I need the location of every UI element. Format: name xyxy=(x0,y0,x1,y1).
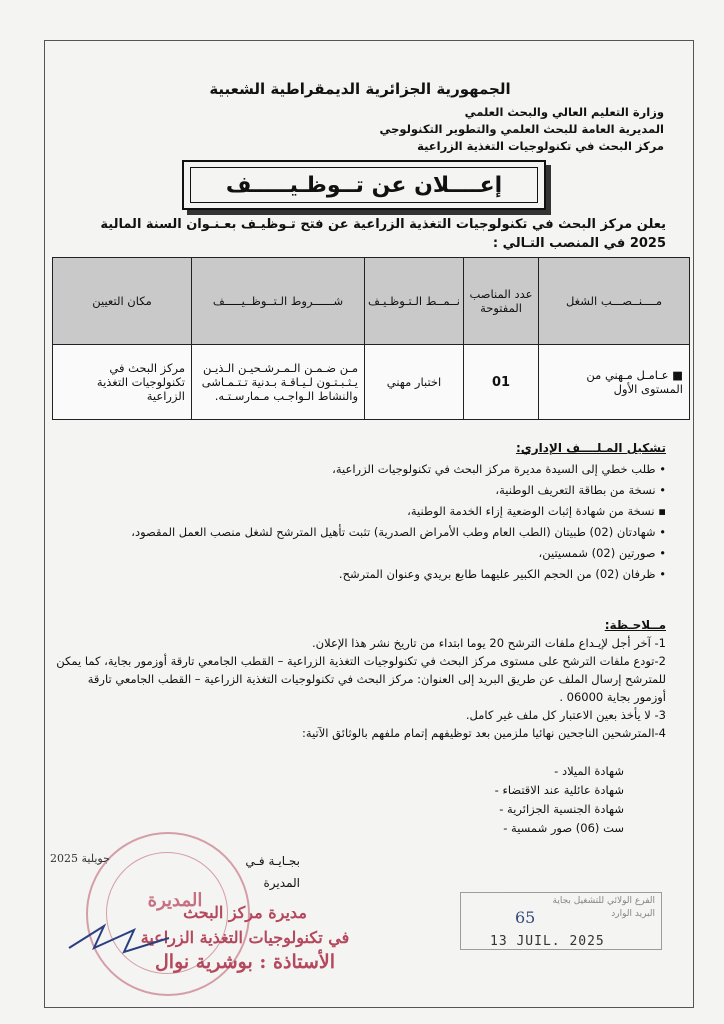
signature-scribble-icon xyxy=(64,918,174,958)
cell-location: مركز البحث في تكنولوجيات التغذية الزراعية xyxy=(53,345,192,420)
seal-text: المديرة xyxy=(147,890,203,911)
handwritten-date: 2025 جويلية xyxy=(50,852,110,865)
ministry-line: وزارة التعليم العالي والبحث العلمي xyxy=(464,105,664,119)
list-item: • ظرفان (02) من الحجم الكبير عليهما طابع بريدي وعنوان المترشح. xyxy=(338,567,666,581)
intro-paragraph: يعلن مركز البحث في تكنولوجيات التغذية الزراعية عن فتح تـوظيـف بعـنـوان السنة المالية 2025 في المنصب التـالي : xyxy=(100,217,666,251)
issuer-block xyxy=(264,104,664,155)
stamp-date: 13 JUIL. 2025 xyxy=(490,934,605,949)
cell-count: 01 xyxy=(464,345,539,420)
place-date-label: بجـايـة فـي xyxy=(245,854,300,868)
list-item: ▪ نسخة من شهادة إثبات الوضعية إزاء الخدمة الوطنية، xyxy=(407,504,666,518)
job-table xyxy=(52,257,690,420)
director-line-2: في تكنولوجيات التغذية الزراعية xyxy=(140,928,350,947)
cell-conditions: مـن ضـمـن الـمـرشـحيـن الـذيـن يـثـبـتـون لـيـاقـة بـدنية تـتـمـاشى والنشاط الـواجـب مـمارسـتـه. xyxy=(192,345,365,420)
title-box xyxy=(182,160,546,210)
cell-position: ■ عـامـل مـهني من المستوى الأول xyxy=(539,345,690,420)
cell-mode: اختبار مهني xyxy=(365,345,464,420)
center-line: مركز البحث في تكنولوجيات التغذية الزراعية xyxy=(417,139,664,153)
table-header-row xyxy=(53,258,690,345)
required-documents xyxy=(364,762,624,838)
list-item: • طلب خطي إلى السيدة مديرة مركز البحث في تكنولوجيات الزراعية، xyxy=(332,462,666,476)
header-mode: نــمــط الـتـوظـيـف xyxy=(365,258,464,345)
stamp-line-2: البريد الوارد xyxy=(611,909,655,919)
header-location: مكان التعيين xyxy=(53,258,192,345)
document-item: شهادة الجنسية الجزائرية - xyxy=(364,800,624,819)
note-item: 1- آخر أجل لإيـداع ملفات الترشح 20 يوما ابتداء من تاريخ نشر هذا الإعلان. xyxy=(312,636,666,650)
list-item: • نسخة من بطاقة التعريف الوطنية، xyxy=(495,483,666,497)
directorate-line: المديرية العامة للبحث العلمي والتطوير التكنولوجي xyxy=(379,122,664,136)
list-item: • شهادتان (02) طبيتان (الطب العام وطب الأمراض الصدرية) تثبت تأهيل المترشح لشغل منصب العمل المقصود، xyxy=(131,525,666,539)
document-item: ست (06) صور شمسية - xyxy=(364,819,624,838)
header-conditions: شــــــروط الـتــوظــيـــــف xyxy=(192,258,365,345)
note-item: 4-المترشحين الناجحين نهائيا ملزمين بعد توظيفهم إتمام ملفهم بالوثائق الآتية: xyxy=(302,726,666,740)
stamp-line-1: الفرع الولائي للتشغيل بجاية xyxy=(552,896,655,906)
stamp-number: 65 xyxy=(515,908,536,927)
table-row xyxy=(53,345,690,420)
header-count: عدد المناصب المفتوحة xyxy=(464,258,539,345)
announcement-title: إعــــلان عن تــوظـيـــــف xyxy=(190,167,538,203)
notes-heading: مــلاحـظة: xyxy=(604,618,666,632)
notes-section xyxy=(56,616,666,742)
document-item: شهادة الميلاد - xyxy=(364,762,624,781)
dossier-section xyxy=(56,438,666,585)
director-line-1: مديرة مركز البحث xyxy=(183,903,307,922)
signatory-role: المديرة xyxy=(263,876,300,890)
republic-heading: الجمهورية الجزائرية الديمقراطية الشعبية xyxy=(209,80,511,98)
header-position: مــــنــصـــب الشغل xyxy=(539,258,690,345)
document-item: شهادة عائلية عند الاقتضاء - xyxy=(364,781,624,800)
signature-place xyxy=(150,850,300,894)
note-item: 3- لا يأخذ بعين الاعتبار كل ملف غير كامل. xyxy=(465,708,666,722)
note-item: 2-تودع ملفات الترشح على مستوى مركز البحث في تكنولوجيات التغذية الزراعية – القطب الجامعي تارقة أوزمور بجاية، كما يمكن للمترشح إرسال الملف عن طريق البريد إلى العنوان: مركز البحث في تكنولوجيات التغذية الزراعية – القطب الجامعي تارقة أوزمور بجاية 06000 . xyxy=(56,654,666,704)
list-item: • صورتين (02) شمسيتين، xyxy=(538,546,666,560)
dossier-heading: تشكيل المـلــــف الإداري: xyxy=(515,441,666,455)
director-name: الأستاذة : بوشرية نوال xyxy=(155,951,335,973)
